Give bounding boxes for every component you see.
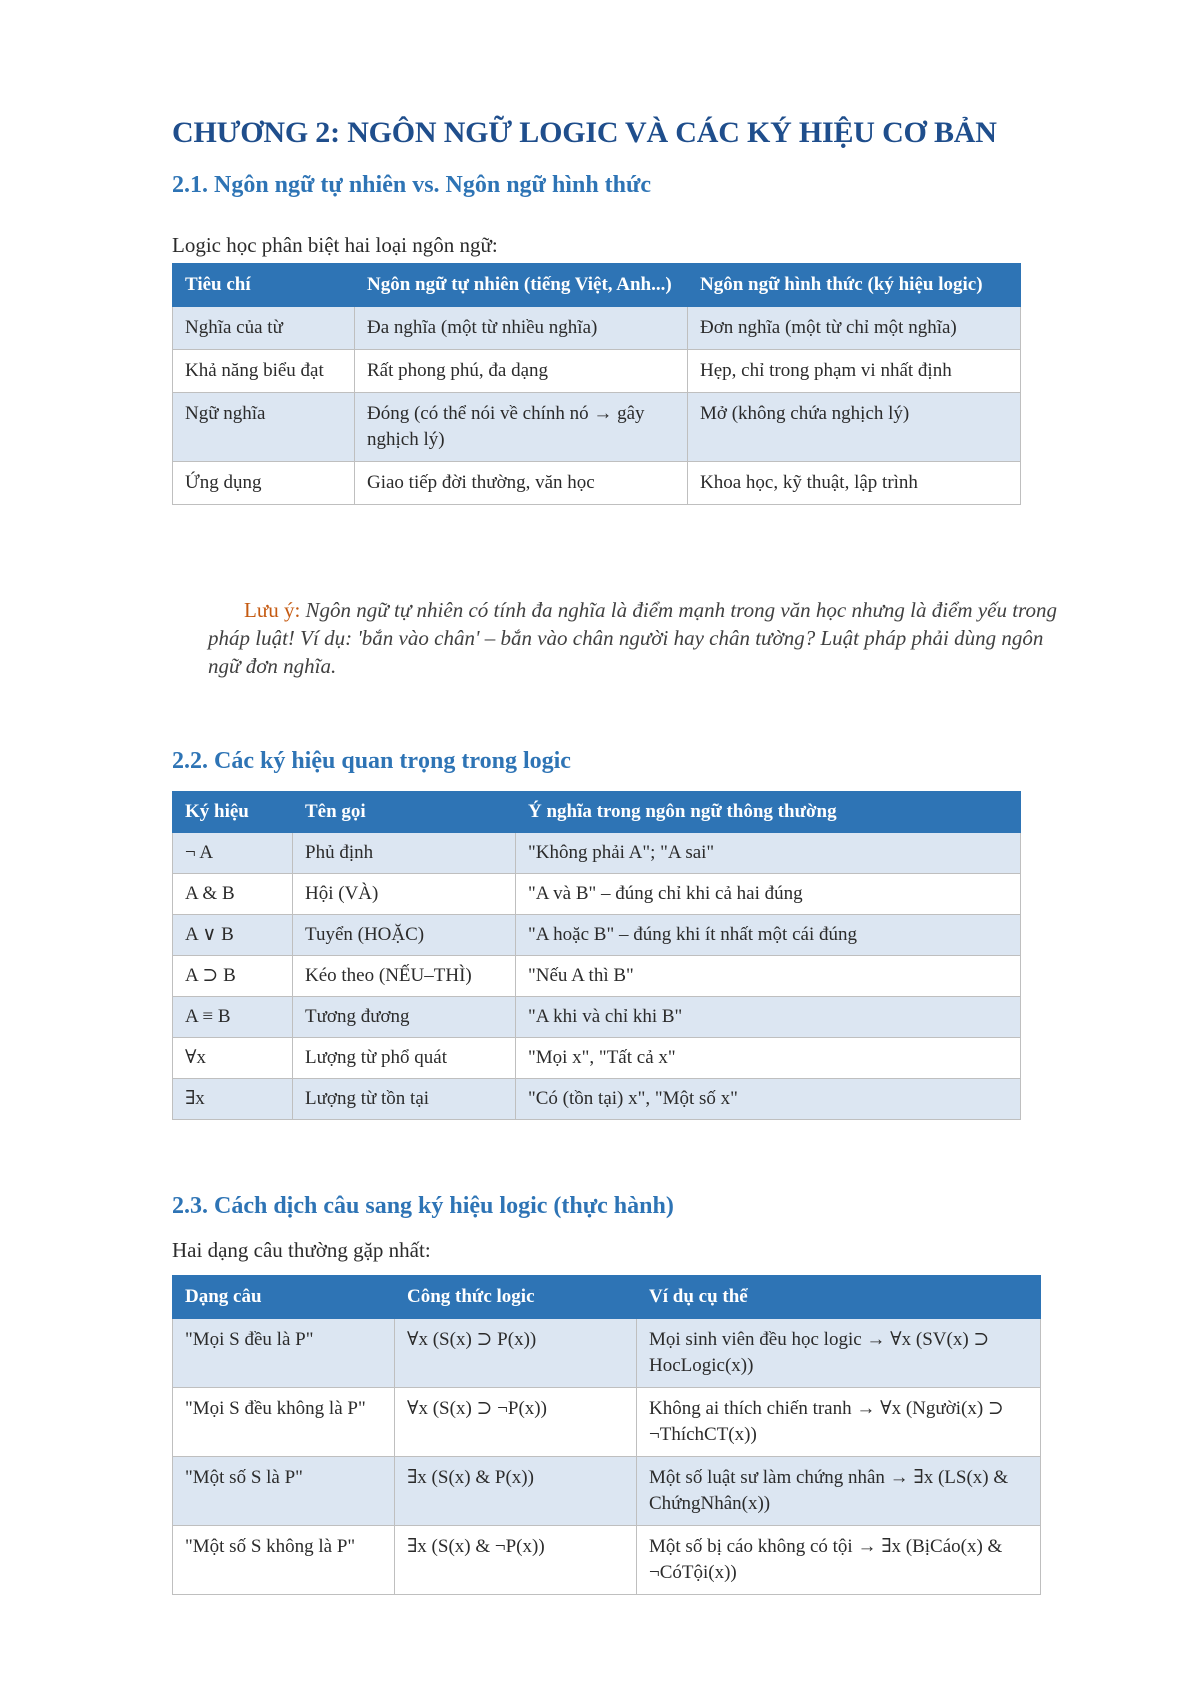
section-intro-2-1: Logic học phân biệt hai loại ngôn ngữ: xyxy=(172,233,498,257)
chapter-title: CHƯƠNG 2: NGÔN NGỮ LOGIC VÀ CÁC KÝ HIỆU CƠ BẢN xyxy=(172,116,997,149)
table-cell: Khoa học, kỹ thuật, lập trình xyxy=(688,462,1021,505)
table-cell: Đơn nghĩa (một từ chỉ một nghĩa) xyxy=(688,307,1021,350)
table-cell: "Mọi S đều không là P" xyxy=(173,1388,395,1457)
table-cell: A ⊃ B xyxy=(173,956,293,997)
logic-symbols-table xyxy=(172,791,1021,1120)
table-cell: Khả năng biểu đạt xyxy=(173,350,355,393)
note-callout xyxy=(208,596,1068,680)
table-cell: Đa nghĩa (một từ nhiều nghĩa) xyxy=(355,307,688,350)
table-row xyxy=(173,1388,1041,1457)
table-row xyxy=(173,956,1021,997)
column-header: Công thức logic xyxy=(395,1276,637,1319)
table-cell: Một số luật sư làm chứng nhân → ∃x (LS(x) & ChứngNhân(x)) xyxy=(637,1457,1041,1526)
table-cell: Đóng (có thể nói về chính nó → gây nghịch lý) xyxy=(355,393,688,462)
table-cell: "Mọi S đều là P" xyxy=(173,1319,395,1388)
section-heading-2-1: 2.1. Ngôn ngữ tự nhiên vs. Ngôn ngữ hình thức xyxy=(172,172,652,198)
table-header-row xyxy=(173,1276,1041,1319)
sentence-translation-table xyxy=(172,1275,1041,1595)
table-row xyxy=(173,350,1021,393)
section-heading-2-2: 2.2. Các ký hiệu quan trọng trong logic xyxy=(172,748,571,774)
table-cell: Hội (VÀ) xyxy=(293,874,516,915)
table-cell: ∃x (S(x) & ¬P(x)) xyxy=(395,1526,637,1595)
table-cell: Ứng dụng xyxy=(173,462,355,505)
table-row xyxy=(173,462,1021,505)
table-cell: "Mọi x", "Tất cả x" xyxy=(516,1038,1021,1079)
table-cell: ∃x xyxy=(173,1079,293,1120)
section-heading-2-3: 2.3. Cách dịch câu sang ký hiệu logic (thực hành) xyxy=(172,1193,674,1219)
table-cell: Phủ định xyxy=(293,833,516,874)
table-cell: ∀x (S(x) ⊃ ¬P(x)) xyxy=(395,1388,637,1457)
table-row xyxy=(173,915,1021,956)
note-text: Ngôn ngữ tự nhiên có tính đa nghĩa là điểm mạnh trong văn học nhưng là điểm yếu trong pháp luật! Ví dụ: 'bắn vào chân' – bắn vào chân người hay chân tường? Luật pháp phải dùng ngôn ngữ đơn nghĩa. xyxy=(208,598,1057,678)
table-cell: Mọi sinh viên đều học logic → ∀x (SV(x) ⊃ HocLogic(x)) xyxy=(637,1319,1041,1388)
table-cell: "Không phải A"; "A sai" xyxy=(516,833,1021,874)
table-header-row xyxy=(173,264,1021,307)
table-row xyxy=(173,874,1021,915)
table-cell: "Có (tồn tại) x", "Một số x" xyxy=(516,1079,1021,1120)
table-cell: Giao tiếp đời thường, văn học xyxy=(355,462,688,505)
table-cell: Hẹp, chỉ trong phạm vi nhất định xyxy=(688,350,1021,393)
table-cell: Ngữ nghĩa xyxy=(173,393,355,462)
column-header: Dạng câu xyxy=(173,1276,395,1319)
table-cell: ∀x (S(x) ⊃ P(x)) xyxy=(395,1319,637,1388)
table-cell: ∀x xyxy=(173,1038,293,1079)
table-cell: Lượng từ phổ quát xyxy=(293,1038,516,1079)
table-cell: Tương đương xyxy=(293,997,516,1038)
table-cell: Mở (không chứa nghịch lý) xyxy=(688,393,1021,462)
table-cell: Lượng từ tồn tại xyxy=(293,1079,516,1120)
table-row xyxy=(173,1038,1021,1079)
table-row xyxy=(173,393,1021,462)
table-cell: ¬ A xyxy=(173,833,293,874)
table-row xyxy=(173,1457,1041,1526)
column-header: Ví dụ cụ thể xyxy=(637,1276,1041,1319)
column-header: Tên gọi xyxy=(293,792,516,833)
column-header: Ngôn ngữ tự nhiên (tiếng Việt, Anh...) xyxy=(355,264,688,307)
table-cell: Một số bị cáo không có tội → ∃x (BịCáo(x) & ¬CóTội(x)) xyxy=(637,1526,1041,1595)
table-cell: Nghĩa của từ xyxy=(173,307,355,350)
column-header: Ý nghĩa trong ngôn ngữ thông thường xyxy=(516,792,1021,833)
section-intro-2-3: Hai dạng câu thường gặp nhất: xyxy=(172,1238,431,1262)
table-cell: "A và B" – đúng chỉ khi cả hai đúng xyxy=(516,874,1021,915)
table-row xyxy=(173,1319,1041,1388)
table-cell: "Nếu A thì B" xyxy=(516,956,1021,997)
table-row xyxy=(173,997,1021,1038)
language-comparison-table xyxy=(172,263,1021,505)
table-row xyxy=(173,307,1021,350)
table-row xyxy=(173,1526,1041,1595)
column-header: Ký hiệu xyxy=(173,792,293,833)
table-cell: "A khi và chỉ khi B" xyxy=(516,997,1021,1038)
table-cell: "A hoặc B" – đúng khi ít nhất một cái đúng xyxy=(516,915,1021,956)
table-cell: A ∨ B xyxy=(173,915,293,956)
note-label: Lưu ý: xyxy=(244,598,301,622)
column-header: Tiêu chí xyxy=(173,264,355,307)
table-cell: "Một số S là P" xyxy=(173,1457,395,1526)
table-cell: A ≡ B xyxy=(173,997,293,1038)
table-header-row xyxy=(173,792,1021,833)
table-row xyxy=(173,1079,1021,1120)
table-cell: Kéo theo (NẾU–THÌ) xyxy=(293,956,516,997)
table-cell: Không ai thích chiến tranh → ∀x (Người(x) ⊃ ¬ThíchCT(x)) xyxy=(637,1388,1041,1457)
table-cell: Tuyển (HOẶC) xyxy=(293,915,516,956)
table-row xyxy=(173,833,1021,874)
table-cell: A & B xyxy=(173,874,293,915)
table-cell: ∃x (S(x) & P(x)) xyxy=(395,1457,637,1526)
table-cell: "Một số S không là P" xyxy=(173,1526,395,1595)
table-cell: Rất phong phú, đa dạng xyxy=(355,350,688,393)
column-header: Ngôn ngữ hình thức (ký hiệu logic) xyxy=(688,264,1021,307)
